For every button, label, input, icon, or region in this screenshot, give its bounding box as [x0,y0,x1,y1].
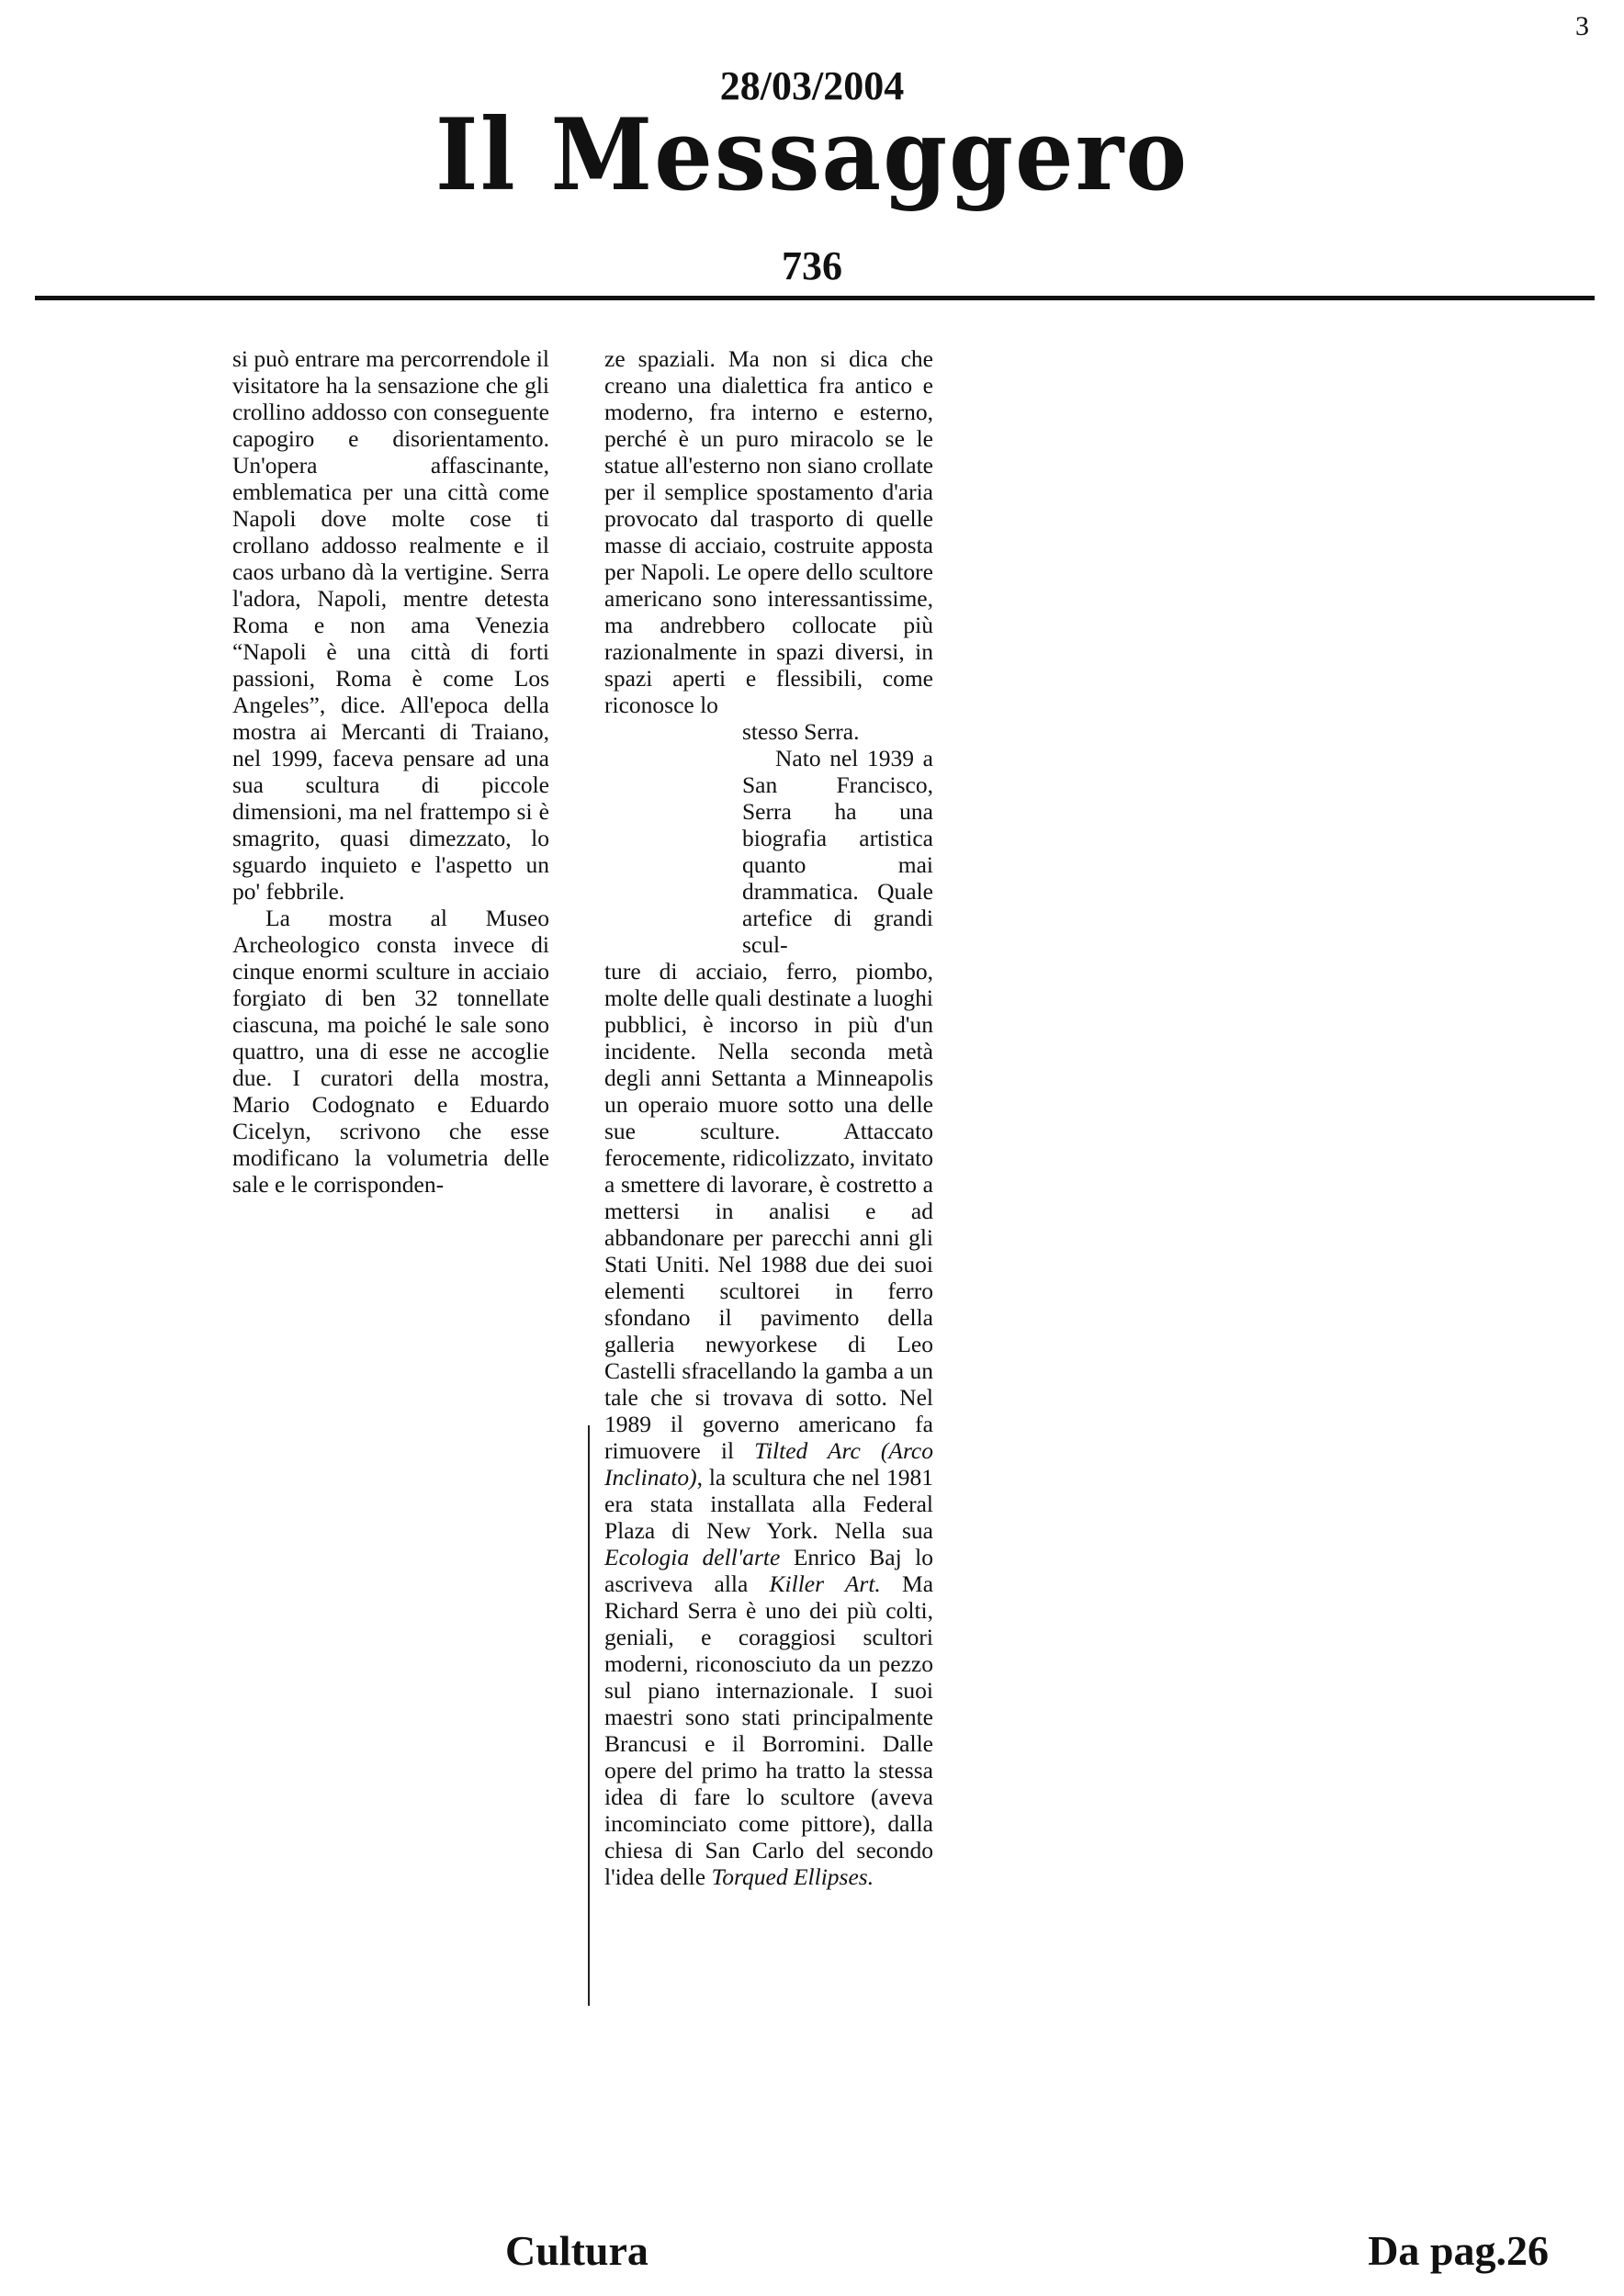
torqued-ellipses-title: Torqued Ellipses. [711,1863,874,1890]
article-paragraph-2: La mostra al Museo Archeologico consta invece di cinque enormi sculture in acciaio forgiato di ben 32 tonnellate ciascuna, ma poiché le sale sono quattro, una di esse ne accoglie due. I curatori della mostra, Mario Codognato e Eduardo Cicelyn, scrivono che esse modificano la volumetria delle sale e le corrisponden- [232,905,549,1198]
column-divider [588,1425,590,2006]
killer-art-title: Killer Art. [769,1570,881,1597]
page-number: 3 [1575,11,1589,41]
article-col2-main-3: Enrico Baj lo ascriveva alla [604,1544,933,1597]
article-col2-main [604,958,933,1890]
article-column-1 [232,345,549,1198]
article-col2-main-4: Ma Richard Serra è uno dei più colti, geniali, e coraggiosi scultori moderni, riconosciuto da un pezzo sul piano internazionale. I suoi maestri sono stati principalmente Brancusi e il Borromini. Dalle opere del primo ha tratto la stessa idea di fare lo scultore (aveva incominciato come pittore), dalla chiesa di San Carlo del secondo l'idea delle [604,1570,934,1890]
footer-section-name: Cultura [505,2227,648,2274]
footer-continued-from: Da pag.26 [1368,2227,1549,2274]
masthead-logo: Il Messaggero [434,96,1190,213]
header-rule [35,296,1595,300]
article-column-2 [604,345,933,1890]
header-date: 28/03/2004 [719,63,905,108]
article-paragraph-1: si può entrare ma percorrendole il visitatore ha la sensazione che gli crollino addosso con conseguente capogiro e disorientamento. Un'opera affascinante, emblematica per una città come Napoli dove molte cose ti crollano addosso realmente e il caos urbano dà la vertigine. Serra l'adora, Napoli, mentre detesta Roma e non ama Venezia “Napoli è una città di forti passioni, Roma è come Los Angeles”, dice. All'epoca della mostra ai Mercanti di Traiano, nel 1999, faceva pensare ad una sua scultura di piccole dimensioni, ma nel frattempo si è smagrito, quasi dimezzato, lo sguardo inquieto e l'aspetto un po' febbrile. [232,345,549,905]
tilted-arc-title: Tilted Arc (Arco Inclinato) [604,1437,933,1491]
article-col2-main-2: , la scultura che nel 1981 era stata installata alla Federal Plaza di New York. Nella sua [604,1464,933,1544]
article-col2-top: ze spaziali. Ma non si dica che creano una dialettica fra antico e moderno, fra interno e esterno, perché è un puro miracolo se le statue all'esterno non siano crollate per il semplice spostamento d'aria provocato dal trasporto di quelle masse di acciaio, costruite apposta per Napoli. Le opere dello scultore americano sono interessantissime, ma andrebbero collocate più razionalmente in spazi diversi, in spazi aperti e flessibili, come riconosce lo [604,345,933,718]
issue-number: 736 [782,243,842,288]
ecologia-title: Ecologia dell'arte [604,1544,781,1570]
article-col2-indent-a: stesso Serra. [742,718,860,745]
article-col2-indent-b: Nato nel 1939 a San Francisco, Serra ha una biografia artistica quanto mai drammatica. Quale artefice di grandi scul- [742,745,933,958]
article-col2-main-1: ture di acciaio, ferro, piombo, molte delle quali destinate a luoghi pubblici, è incorso in più d'un incidente. Nella seconda metà degli anni Settanta a Minneapolis un operaio muore sotto una delle sue sculture. Attaccato ferocemente, ridicolizzato, invitato a smettere di lavorare, è costretto a mettersi in analisi e ad abbandonare per parecchi anni gli Stati Uniti. Nel 1988 due dei suoi elementi scultorei in ferro sfondano il pavimento della galleria newyorkese di Leo Castelli sfracellando la gamba a un tale che si trovava di sotto. Nel 1989 il governo americano fa rimuovere il [604,958,933,1464]
